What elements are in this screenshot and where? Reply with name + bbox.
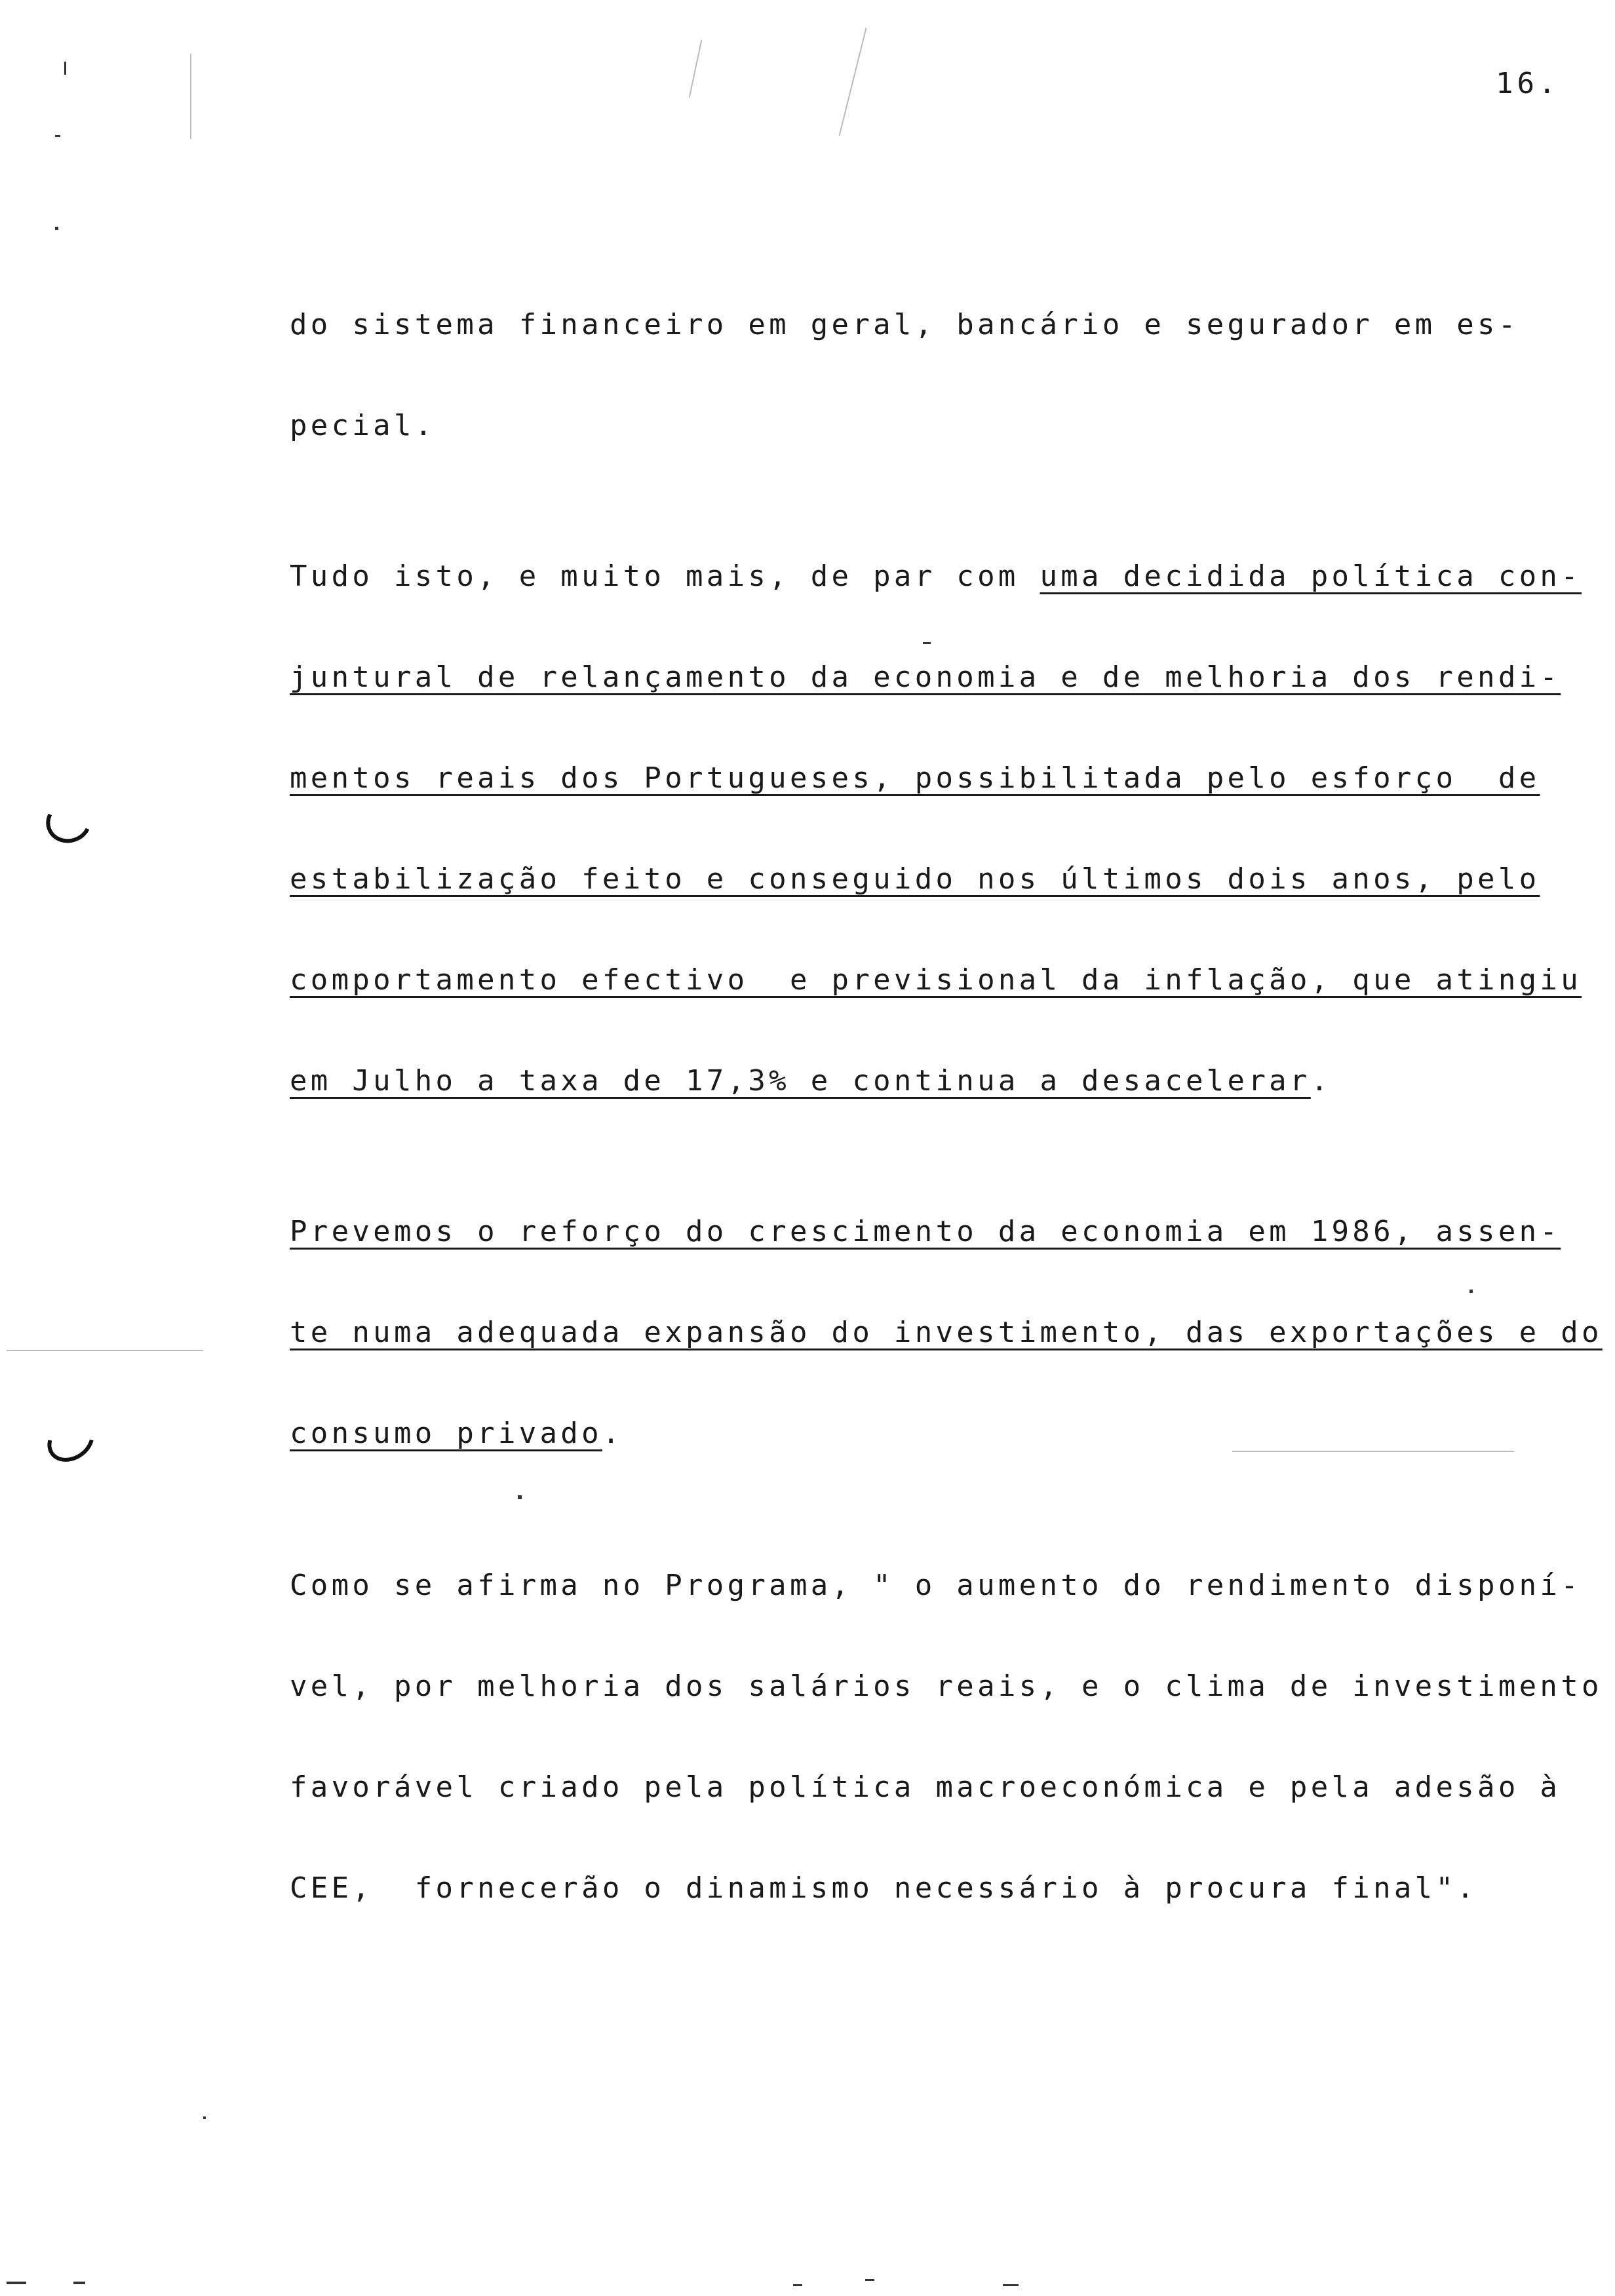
scan-artifact bbox=[1003, 2284, 1019, 2286]
text-line-10 bbox=[290, 1313, 1603, 1352]
scan-artifact bbox=[518, 1495, 522, 1499]
scan-artifact bbox=[190, 54, 191, 139]
scan-artifact bbox=[1469, 1290, 1473, 1293]
text-line-3 bbox=[290, 557, 1582, 596]
text-line-5-underlined: mentos reais dos Portugueses, possibilitada pelo esforço de bbox=[290, 761, 1540, 795]
text-line-13: vel, por melhoria dos salários reais, e o clima de investimento bbox=[290, 1670, 1603, 1703]
text-line-2: pecial. bbox=[290, 409, 436, 442]
text-line-3-plain: Tudo isto, e muito mais, de par com bbox=[290, 560, 1040, 593]
text-line-4-underlined: juntural de relançamento da economia e de melhoria dos rendi- bbox=[290, 660, 1561, 694]
margin-check-mark bbox=[39, 1410, 103, 1471]
scan-artifact bbox=[838, 28, 866, 136]
text-line-8 bbox=[290, 1062, 1332, 1101]
text-line-12: Como se afirma no Programa, " o aumento do rendimento disponí- bbox=[290, 1569, 1582, 1602]
text-line-7-underlined: comportamento efectivo e previsional da inflação, que atingiu bbox=[290, 963, 1582, 997]
text-line-5 bbox=[290, 759, 1540, 798]
scan-artifact bbox=[203, 2116, 206, 2119]
scan-artifact bbox=[73, 2282, 85, 2284]
text-line-8-underlined: em Julho a taxa de 17,3% e continua a desacelerar bbox=[290, 1064, 1311, 1098]
text-line-10-underlined: te numa adequada expansão do investimento, das exportações e do bbox=[290, 1316, 1603, 1349]
scan-artifact bbox=[923, 642, 931, 644]
text-line-1: do sistema financeiro em geral, bancário e segurador em es- bbox=[290, 308, 1519, 341]
text-line-9-underlined: Prevemos o reforço do crescimento da economia em 1986, assen- bbox=[290, 1215, 1561, 1248]
scan-artifact bbox=[689, 40, 703, 98]
scan-artifact bbox=[865, 2279, 874, 2281]
text-line-7 bbox=[290, 961, 1582, 1000]
scan-artifact bbox=[64, 62, 66, 75]
scan-artifact bbox=[55, 135, 60, 137]
text-line-8-tail: . bbox=[1310, 1064, 1332, 1098]
scan-artifact bbox=[55, 227, 58, 230]
text-line-14: favorável criado pela política macroeconómica e pela adesão à bbox=[290, 1770, 1561, 1804]
text-line-6 bbox=[290, 860, 1540, 899]
text-line-11-underlined: consumo privado bbox=[290, 1417, 602, 1450]
text-line-3-underlined: uma decidida política con- bbox=[1040, 560, 1582, 593]
page-number: 16. bbox=[1496, 67, 1560, 100]
text-line-11-tail: . bbox=[602, 1417, 623, 1450]
text-line-4 bbox=[290, 658, 1561, 697]
scan-artifact bbox=[7, 1350, 203, 1351]
text-line-15: CEE, fornecerão o dinamismo necessário à procura final". bbox=[290, 1871, 1478, 1905]
scan-artifact bbox=[1232, 1451, 1514, 1452]
scan-artifact bbox=[7, 2282, 26, 2284]
margin-check-mark bbox=[40, 794, 98, 849]
text-line-11 bbox=[290, 1414, 623, 1453]
text-line-6-underlined: estabilização feito e conseguido nos últimos dois anos, pelo bbox=[290, 862, 1540, 896]
scan-artifact bbox=[793, 2284, 802, 2286]
text-line-9 bbox=[290, 1212, 1561, 1252]
